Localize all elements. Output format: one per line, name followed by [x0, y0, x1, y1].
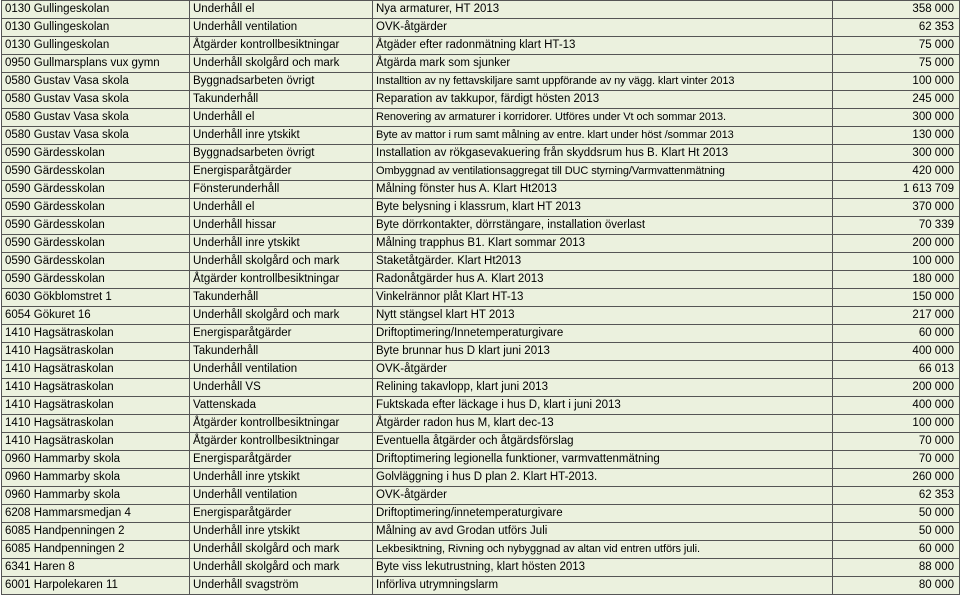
table-row	[2, 37, 960, 55]
amount-cell: 62 353	[833, 19, 960, 37]
amount-cell: 370 000	[833, 199, 960, 217]
amount-cell: 75 000	[833, 55, 960, 73]
school-cell: 0590 Gärdesskolan	[2, 217, 190, 235]
school-cell: 0590 Gärdesskolan	[2, 199, 190, 217]
table-row	[2, 127, 960, 145]
table-row	[2, 55, 960, 73]
school-cell: 0130 Gullingeskolan	[2, 1, 190, 19]
amount-cell: 62 353	[833, 487, 960, 505]
table-row	[2, 325, 960, 343]
category-cell: Byggnadsarbeten övrigt	[190, 73, 373, 91]
table-row	[2, 505, 960, 523]
school-cell: 0590 Gärdesskolan	[2, 145, 190, 163]
amount-cell: 260 000	[833, 469, 960, 487]
school-cell: 0580 Gustav Vasa skola	[2, 127, 190, 145]
school-cell: 1410 Hagsätraskolan	[2, 379, 190, 397]
school-cell: 0960 Hammarby skola	[2, 451, 190, 469]
description-cell: Staketåtgärder. Klart Ht2013	[373, 253, 833, 271]
school-cell: 0590 Gärdesskolan	[2, 253, 190, 271]
amount-cell: 180 000	[833, 271, 960, 289]
amount-cell: 100 000	[833, 415, 960, 433]
table-row	[2, 415, 960, 433]
table-row	[2, 379, 960, 397]
category-cell: Underhåll skolgård och mark	[190, 253, 373, 271]
description-cell: Reparation av takkupor, färdigt hösten 2013	[373, 91, 833, 109]
school-cell: 0130 Gullingeskolan	[2, 37, 190, 55]
description-cell: Radonåtgärder hus A. Klart 2013	[373, 271, 833, 289]
description-cell: Renovering av armaturer i korridorer. Utföres under Vt och sommar 2013.	[373, 109, 833, 127]
category-cell: Underhåll skolgård och mark	[190, 55, 373, 73]
school-cell: 0590 Gärdesskolan	[2, 271, 190, 289]
amount-cell: 88 000	[833, 559, 960, 577]
category-cell: Energisparåtgärder	[190, 451, 373, 469]
amount-cell: 70 000	[833, 451, 960, 469]
table-row	[2, 451, 960, 469]
amount-cell: 60 000	[833, 325, 960, 343]
description-cell: Eventuella åtgärder och åtgärdsförslag	[373, 433, 833, 451]
table-row	[2, 397, 960, 415]
school-cell: 1410 Hagsätraskolan	[2, 433, 190, 451]
category-cell: Takunderhåll	[190, 91, 373, 109]
school-cell: 1410 Hagsätraskolan	[2, 415, 190, 433]
school-cell: 1410 Hagsätraskolan	[2, 325, 190, 343]
table-row	[2, 1, 960, 19]
description-cell: Målning fönster hus A. Klart Ht2013	[373, 181, 833, 199]
amount-cell: 217 000	[833, 307, 960, 325]
description-cell: OVK-åtgärder	[373, 361, 833, 379]
category-cell: Underhåll el	[190, 199, 373, 217]
amount-cell: 300 000	[833, 145, 960, 163]
description-cell: Nytt stängsel klart HT 2013	[373, 307, 833, 325]
amount-cell: 358 000	[833, 1, 960, 19]
table-row	[2, 541, 960, 559]
amount-cell: 75 000	[833, 37, 960, 55]
description-cell: Målning trapphus B1. Klart sommar 2013	[373, 235, 833, 253]
amount-cell: 100 000	[833, 73, 960, 91]
description-cell: Installation av rökgasevakuering från skyddsrum hus B. Klart Ht 2013	[373, 145, 833, 163]
school-cell: 6341 Haren 8	[2, 559, 190, 577]
table-row	[2, 91, 960, 109]
category-cell: Fönsterunderhåll	[190, 181, 373, 199]
table-row	[2, 217, 960, 235]
description-cell: Driftoptimering/Innetemperaturgivare	[373, 325, 833, 343]
category-cell: Åtgärder kontrollbesiktningar	[190, 271, 373, 289]
school-cell: 0590 Gärdesskolan	[2, 235, 190, 253]
table-row	[2, 199, 960, 217]
description-cell: Målning av avd Grodan utförs Juli	[373, 523, 833, 541]
category-cell: Underhåll VS	[190, 379, 373, 397]
maintenance-table	[1, 0, 960, 595]
amount-cell: 60 000	[833, 541, 960, 559]
amount-cell: 1 613 709	[833, 181, 960, 199]
description-cell: OVK-åtgärder	[373, 487, 833, 505]
amount-cell: 300 000	[833, 109, 960, 127]
amount-cell: 66 013	[833, 361, 960, 379]
amount-cell: 200 000	[833, 379, 960, 397]
school-cell: 6208 Hammarsmedjan 4	[2, 505, 190, 523]
category-cell: Energisparåtgärder	[190, 163, 373, 181]
description-cell: Byte belysning i klassrum, klart HT 2013	[373, 199, 833, 217]
category-cell: Byggnadsarbeten övrigt	[190, 145, 373, 163]
table-row	[2, 73, 960, 91]
school-cell: 6085 Handpenningen 2	[2, 523, 190, 541]
amount-cell: 100 000	[833, 253, 960, 271]
amount-cell: 70 000	[833, 433, 960, 451]
school-cell: 0580 Gustav Vasa skola	[2, 91, 190, 109]
table-row	[2, 289, 960, 307]
category-cell: Underhåll svagström	[190, 577, 373, 595]
description-cell: Installtion av ny fettavskiljare samt uppförande av ny vägg. klart vinter 2013	[373, 73, 833, 91]
table-body	[2, 1, 960, 595]
table-row	[2, 469, 960, 487]
category-cell: Energisparåtgärder	[190, 325, 373, 343]
category-cell: Takunderhåll	[190, 343, 373, 361]
description-cell: Byte viss lekutrustning, klart hösten 2013	[373, 559, 833, 577]
category-cell: Underhåll ventilation	[190, 361, 373, 379]
description-cell: Införliva utrymningslarm	[373, 577, 833, 595]
category-cell: Underhåll el	[190, 1, 373, 19]
description-cell: Driftoptimering legionella funktioner, varmvattenmätning	[373, 451, 833, 469]
table-row	[2, 235, 960, 253]
description-cell: Vinkelrännor plåt Klart HT-13	[373, 289, 833, 307]
category-cell: Åtgärder kontrollbesiktningar	[190, 415, 373, 433]
school-cell: 6001 Harpolekaren 11	[2, 577, 190, 595]
table-row	[2, 163, 960, 181]
table-row	[2, 343, 960, 361]
amount-cell: 70 339	[833, 217, 960, 235]
description-cell: Fuktskada efter läckage i hus D, klart i juni 2013	[373, 397, 833, 415]
category-cell: Underhåll ventilation	[190, 487, 373, 505]
category-cell: Takunderhåll	[190, 289, 373, 307]
table-row	[2, 181, 960, 199]
description-cell: Driftoptimering/innetemperaturgivare	[373, 505, 833, 523]
table-row	[2, 487, 960, 505]
amount-cell: 80 000	[833, 577, 960, 595]
description-cell: Relining takavlopp, klart juni 2013	[373, 379, 833, 397]
description-cell: Byte brunnar hus D klart juni 2013	[373, 343, 833, 361]
description-cell: Byte dörrkontakter, dörrstängare, installation överlast	[373, 217, 833, 235]
table-row	[2, 433, 960, 451]
category-cell: Underhåll inre ytskikt	[190, 523, 373, 541]
category-cell: Energisparåtgärder	[190, 505, 373, 523]
table-row	[2, 361, 960, 379]
amount-cell: 150 000	[833, 289, 960, 307]
category-cell: Underhåll skolgård och mark	[190, 541, 373, 559]
table-row	[2, 145, 960, 163]
category-cell: Vattenskada	[190, 397, 373, 415]
description-cell: OVK-åtgärder	[373, 19, 833, 37]
table-row	[2, 307, 960, 325]
amount-cell: 50 000	[833, 523, 960, 541]
amount-cell: 245 000	[833, 91, 960, 109]
table-row	[2, 577, 960, 595]
school-cell: 1410 Hagsätraskolan	[2, 397, 190, 415]
amount-cell: 130 000	[833, 127, 960, 145]
school-cell: 6085 Handpenningen 2	[2, 541, 190, 559]
school-cell: 6054 Gökuret 16	[2, 307, 190, 325]
amount-cell: 200 000	[833, 235, 960, 253]
description-cell: Golvläggning i hus D plan 2. Klart HT-2013.	[373, 469, 833, 487]
amount-cell: 420 000	[833, 163, 960, 181]
description-cell: Ombyggnad av ventilationsaggregat till DUC styrning/Varmvattenmätning	[373, 163, 833, 181]
school-cell: 1410 Hagsätraskolan	[2, 361, 190, 379]
description-cell: Lekbesiktning, Rivning och nybyggnad av altan vid entren utförs juli.	[373, 541, 833, 559]
category-cell: Underhåll hissar	[190, 217, 373, 235]
amount-cell: 400 000	[833, 397, 960, 415]
table-row	[2, 19, 960, 37]
description-cell: Åtgäder efter radonmätning klart HT-13	[373, 37, 833, 55]
category-cell: Underhåll skolgård och mark	[190, 559, 373, 577]
category-cell: Underhåll inre ytskikt	[190, 469, 373, 487]
amount-cell: 400 000	[833, 343, 960, 361]
table-row	[2, 271, 960, 289]
table-row	[2, 253, 960, 271]
school-cell: 1410 Hagsätraskolan	[2, 343, 190, 361]
school-cell: 6030 Gökblomstret 1	[2, 289, 190, 307]
school-cell: 0580 Gustav Vasa skola	[2, 109, 190, 127]
school-cell: 0590 Gärdesskolan	[2, 163, 190, 181]
category-cell: Underhåll inre ytskikt	[190, 235, 373, 253]
description-cell: Åtgärder radon hus M, klart dec-13	[373, 415, 833, 433]
table-row	[2, 523, 960, 541]
description-cell: Åtgärda mark som sjunker	[373, 55, 833, 73]
school-cell: 0960 Hammarby skola	[2, 469, 190, 487]
school-cell: 0130 Gullingeskolan	[2, 19, 190, 37]
category-cell: Underhåll skolgård och mark	[190, 307, 373, 325]
school-cell: 0590 Gärdesskolan	[2, 181, 190, 199]
category-cell: Åtgärder kontrollbesiktningar	[190, 433, 373, 451]
category-cell: Underhåll inre ytskikt	[190, 127, 373, 145]
category-cell: Åtgärder kontrollbesiktningar	[190, 37, 373, 55]
description-cell: Nya armaturer, HT 2013	[373, 1, 833, 19]
table-row	[2, 559, 960, 577]
amount-cell: 50 000	[833, 505, 960, 523]
school-cell: 0960 Hammarby skola	[2, 487, 190, 505]
category-cell: Underhåll el	[190, 109, 373, 127]
category-cell: Underhåll ventilation	[190, 19, 373, 37]
school-cell: 0580 Gustav Vasa skola	[2, 73, 190, 91]
description-cell: Byte av mattor i rum samt målning av entre. klart under höst /sommar 2013	[373, 127, 833, 145]
school-cell: 0950 Gullmarsplans vux gymn	[2, 55, 190, 73]
table-row	[2, 109, 960, 127]
